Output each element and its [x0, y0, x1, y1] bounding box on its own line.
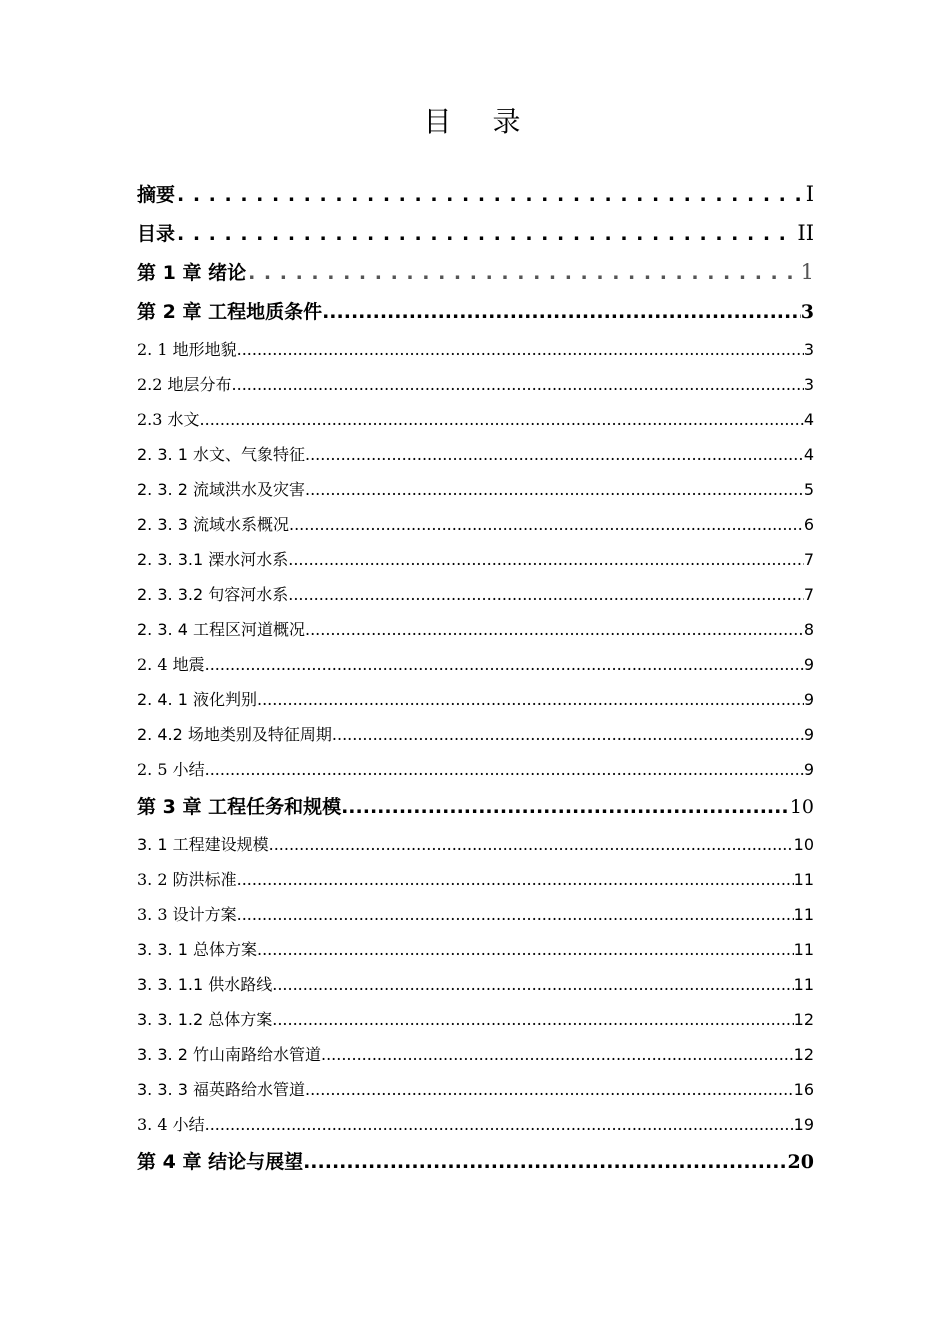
toc-page-number: 10: [789, 796, 814, 818]
toc-entry[interactable]: [137, 862, 814, 897]
toc-entry-title: 3. 3. 3 福英路给水管道: [137, 1080, 305, 1099]
toc-dot-leader: [177, 176, 804, 214]
toc-entry[interactable]: [137, 402, 814, 437]
toc-dot-leader: [289, 507, 804, 542]
toc-dot-leader: [237, 862, 794, 897]
toc-entry[interactable]: [137, 472, 814, 507]
toc-entry-title: 2. 1 地形地貌: [137, 340, 237, 359]
toc-entry-title: 2. 5 小结: [137, 760, 205, 779]
toc-page-number: 7: [803, 550, 814, 569]
toc-dot-leader: [288, 542, 804, 577]
toc-entry[interactable]: [137, 752, 814, 787]
toc-entry[interactable]: [137, 647, 814, 682]
toc-page-number: 12: [793, 1010, 814, 1029]
toc-entry-title: 2. 4.2 场地类别及特征周期: [137, 725, 332, 744]
toc-page-number: 9: [803, 760, 814, 779]
toc-entry-title: 摘要: [137, 184, 176, 206]
toc-dot-leader: [248, 254, 799, 292]
toc-dot-leader: [305, 1072, 794, 1107]
toc-dot-leader: [303, 1142, 787, 1182]
toc-page-number: 9: [803, 725, 814, 744]
toc-page-number: 9: [803, 690, 814, 709]
toc-entry-title: 第 3 章 工程任务和规模: [137, 796, 342, 818]
toc-entry[interactable]: [137, 1037, 814, 1072]
toc-entry[interactable]: [137, 1107, 814, 1142]
toc-entry-title: 3. 3. 1.2 总体方案: [137, 1010, 273, 1029]
toc-entry[interactable]: [137, 437, 814, 472]
toc-entry-title: 2.2 地层分布: [137, 375, 232, 394]
toc-entry-title: 3. 3. 1 总体方案: [137, 940, 257, 959]
toc-entry-title: 3. 2 防洪标准: [137, 870, 237, 889]
toc-entry[interactable]: [137, 787, 814, 827]
toc-dot-leader: [205, 752, 804, 787]
toc-dot-leader: [205, 1107, 794, 1142]
toc-page-number: I: [805, 182, 814, 206]
toc-page-number: 4: [803, 445, 814, 464]
toc-dot-leader: [205, 647, 804, 682]
toc-dot-leader: [232, 367, 804, 402]
page-title: 目 录: [423, 105, 537, 138]
toc-page-number: 3: [800, 301, 814, 323]
toc-dot-leader: [177, 215, 795, 253]
toc-dot-leader: [341, 787, 790, 827]
toc-page-number: 1: [800, 260, 814, 284]
toc-entry-title: 第 4 章 结论与展望: [137, 1151, 304, 1173]
toc-dot-leader: [322, 292, 801, 332]
toc-page-number: 11: [793, 975, 814, 994]
toc-entry-title: 2. 3. 3.1 溧水河水系: [137, 550, 289, 569]
toc-entry[interactable]: [137, 1002, 814, 1037]
toc-entry[interactable]: [137, 332, 814, 367]
toc-page-number: II: [797, 221, 814, 245]
toc-page-number: 11: [793, 870, 814, 889]
toc-dot-leader: [272, 1002, 793, 1037]
toc-dot-leader: [257, 932, 794, 967]
toc-entry[interactable]: [137, 175, 814, 214]
toc-entry[interactable]: [137, 932, 814, 967]
toc-dot-leader: [305, 437, 804, 472]
toc-entry-title: 3. 3. 1.1 供水路线: [137, 975, 273, 994]
toc-entry[interactable]: [137, 507, 814, 542]
toc-entry[interactable]: [137, 253, 814, 292]
toc-entry-title: 第 1 章 绪论: [137, 262, 247, 284]
toc-entry-title: 目录: [137, 223, 176, 245]
toc-list: [137, 175, 814, 1182]
toc-dot-leader: [305, 472, 804, 507]
toc-entry-title: 3. 3. 2 竹山南路给水管道: [137, 1045, 321, 1064]
toc-dot-leader: [257, 682, 804, 717]
toc-entry[interactable]: [137, 897, 814, 932]
toc-page-number: 6: [803, 515, 814, 534]
toc-entry[interactable]: [137, 542, 814, 577]
toc-page-number: 7: [803, 585, 814, 604]
toc-page-number: 11: [793, 940, 814, 959]
toc-dot-leader: [272, 967, 793, 1002]
toc-entry-title: 2. 3. 1 水文、气象特征: [137, 445, 305, 464]
toc-dot-leader: [269, 827, 794, 862]
toc-page-number: 8: [803, 620, 814, 639]
toc-entry-title: 2. 3. 2 流域洪水及灾害: [137, 480, 305, 499]
toc-page-number: 5: [803, 480, 814, 499]
toc-entry[interactable]: [137, 682, 814, 717]
toc-page-number: 19: [793, 1115, 814, 1134]
toc-dot-leader: [332, 717, 804, 752]
toc-entry[interactable]: [137, 292, 814, 332]
toc-entry[interactable]: [137, 1072, 814, 1107]
toc-entry-title: 2.3 水文: [137, 410, 200, 429]
toc-page-number: 10: [793, 835, 814, 854]
toc-entry-title: 3. 4 小结: [137, 1115, 205, 1134]
toc-dot-leader: [321, 1037, 794, 1072]
toc-page-number: 3: [803, 375, 814, 394]
toc-page-number: 12: [793, 1045, 814, 1064]
toc-entry-title: 第 2 章 工程地质条件: [137, 301, 323, 323]
toc-entry[interactable]: [137, 367, 814, 402]
toc-entry-title: 3. 3 设计方案: [137, 905, 237, 924]
toc-page-number: 20: [787, 1151, 814, 1173]
toc-entry-title: 2. 3. 3.2 句容河水系: [137, 585, 289, 604]
toc-dot-leader: [237, 897, 794, 932]
toc-entry-title: 2. 3. 3 流域水系概况: [137, 515, 289, 534]
toc-dot-leader: [200, 402, 804, 437]
toc-page-number: 11: [793, 905, 814, 924]
toc-entry[interactable]: [137, 967, 814, 1002]
toc-page-number: 16: [793, 1080, 814, 1099]
toc-entry[interactable]: [137, 1142, 814, 1182]
toc-entry[interactable]: [137, 612, 814, 647]
toc-entry-title: 3. 1 工程建设规模: [137, 835, 269, 854]
toc-dot-leader: [288, 577, 804, 612]
toc-entry[interactable]: [137, 827, 814, 862]
toc-dot-leader: [305, 612, 804, 647]
toc-page-number: 4: [803, 410, 814, 429]
toc-entry-title: 2. 3. 4 工程区河道概况: [137, 620, 305, 639]
toc-entry[interactable]: [137, 214, 814, 253]
toc-entry[interactable]: [137, 717, 814, 752]
toc-entry[interactable]: [137, 577, 814, 612]
toc-page-number: 9: [803, 655, 814, 674]
toc-page-number: 3: [803, 340, 814, 359]
toc-dot-leader: [237, 332, 804, 367]
toc-entry-title: 2. 4 地震: [137, 655, 205, 674]
toc-entry-title: 2. 4. 1 液化判别: [137, 690, 257, 709]
